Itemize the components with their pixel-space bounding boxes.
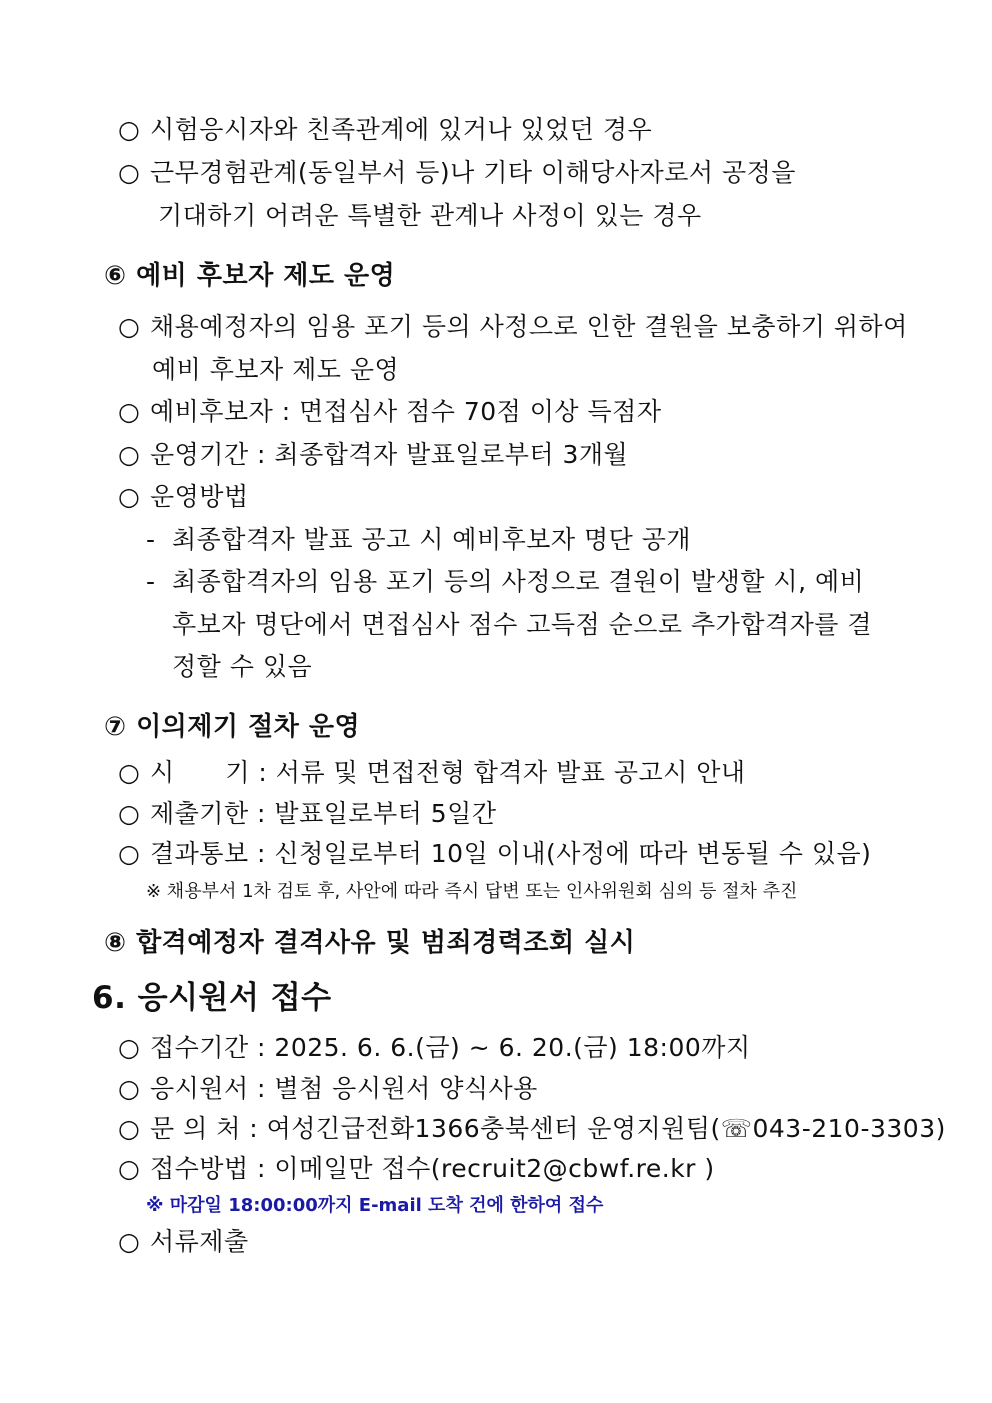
circle-bullet-icon: ○ xyxy=(118,758,141,787)
circle-bullet-icon: ○ xyxy=(118,1227,141,1256)
list-item: ○ 문 의 처 : 여성긴급전화1366충북센터 운영지원팀(☏043-210-3303) xyxy=(118,1114,946,1143)
circle-bullet-icon: ○ xyxy=(118,1114,141,1143)
chapter-heading: 6. 응시원서 접수 xyxy=(92,980,332,1016)
list-item: ○ 예비후보자 : 면접심사 점수 70점 이상 득점자 xyxy=(118,397,662,426)
list-item: ○ 결과통보 : 신청일로부터 10일 이내(사정에 따라 변동될 수 있음) xyxy=(118,839,872,868)
dash-item: - 최종합격자의 임용 포기 등의 사정으로 결원이 발생할 시, 예비 xyxy=(146,567,865,596)
list-item-continuation: 예비 후보자 제도 운영 xyxy=(152,355,400,384)
list-item: ○ 제출기한 : 발표일로부터 5일간 xyxy=(118,799,497,828)
circle-bullet-icon: ○ xyxy=(118,1033,141,1062)
list-item: ○ 접수방법 : 이메일만 접수(recruit2@cbwf.re.kr ) xyxy=(118,1154,715,1183)
dash-item-continuation: 후보자 명단에서 면접심사 점수 고득점 순으로 추가합격자를 결 xyxy=(172,610,873,639)
circle-bullet-icon: ○ xyxy=(118,115,141,144)
circle-bullet-icon: ○ xyxy=(118,482,141,511)
dash-item-continuation: 정할 수 있음 xyxy=(172,652,313,681)
dash-bullet-icon: - xyxy=(146,525,156,554)
circle-bullet-icon: ○ xyxy=(118,440,141,469)
list-item: ○ 시험응시자와 친족관계에 있거나 있었던 경우 xyxy=(118,115,653,144)
list-item: ○ 근무경험관계(동일부서 등)나 기타 이해당사자로서 공정을 xyxy=(118,158,796,187)
list-item: ○ 운영기간 : 최종합격자 발표일로부터 3개월 xyxy=(118,440,629,469)
circle-bullet-icon: ○ xyxy=(118,397,141,426)
circle-bullet-icon: ○ xyxy=(118,158,141,187)
list-item-continuation: 기대하기 어려운 특별한 관계나 사정이 있는 경우 xyxy=(158,201,702,230)
list-item: ○ 서류제출 xyxy=(118,1227,249,1256)
section-heading: ⑥ 예비 후보자 제도 운영 xyxy=(104,261,396,291)
dash-bullet-icon: - xyxy=(146,567,156,596)
list-item: ○ 응시원서 : 별첨 응시원서 양식사용 xyxy=(118,1074,538,1103)
circle-bullet-icon: ○ xyxy=(118,312,141,341)
note-text: ※ 채용부서 1차 검토 후, 사안에 따라 즉시 답변 또는 인사위원회 심의 등 절차 추진 xyxy=(146,881,798,902)
list-item: ○ 접수기간 : 2025. 6. 6.(금) ~ 6. 20.(금) 18:00까지 xyxy=(118,1033,751,1062)
circle-bullet-icon: ○ xyxy=(118,799,141,828)
list-item: ○ 시 기 : 서류 및 면접전형 합격자 발표 공고시 안내 xyxy=(118,758,746,787)
section-heading: ⑦ 이의제기 절차 운영 xyxy=(104,712,361,742)
deadline-note: ※ 마감일 18:00:00까지 E-mail 도착 건에 한하여 접수 xyxy=(146,1195,604,1216)
circle-bullet-icon: ○ xyxy=(118,839,141,868)
dash-item: - 최종합격자 발표 공고 시 예비후보자 명단 공개 xyxy=(146,525,692,554)
circle-bullet-icon: ○ xyxy=(118,1154,141,1183)
circle-bullet-icon: ○ xyxy=(118,1074,141,1103)
section-heading: ⑧ 합격예정자 결격사유 및 범죄경력조회 실시 xyxy=(104,928,636,958)
list-item: ○ 채용예정자의 임용 포기 등의 사정으로 인한 결원을 보충하기 위하여 xyxy=(118,312,908,341)
list-item: ○ 운영방법 xyxy=(118,482,249,511)
